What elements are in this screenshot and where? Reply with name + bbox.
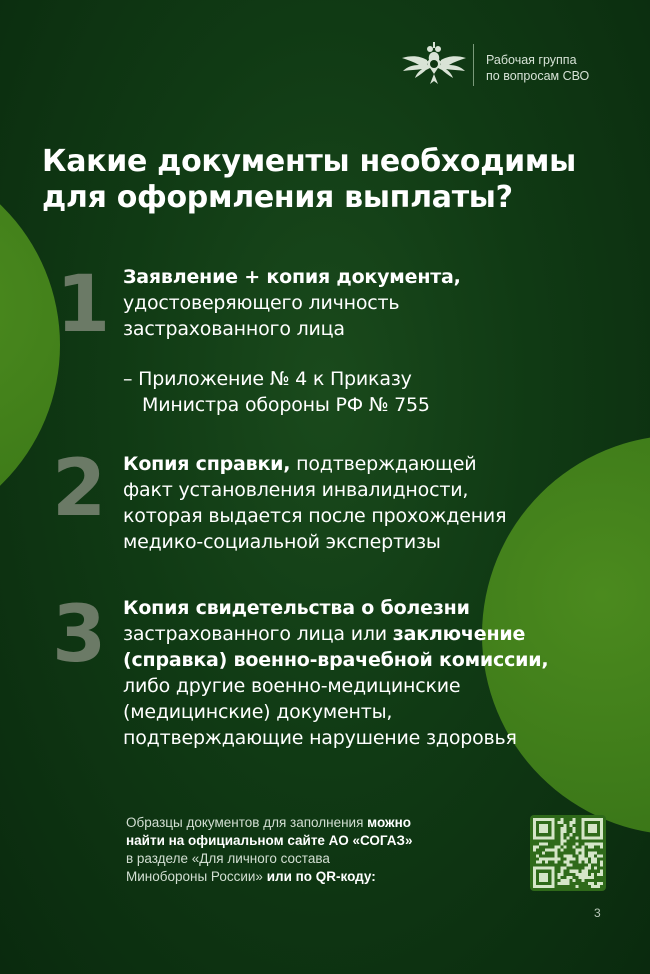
footer-line-1-text: Образцы документов для заполнения: [126, 815, 368, 830]
item-2-line-2: факт установления инвалидности,: [123, 479, 469, 501]
item-2-line-1-bold: Копия справки,: [123, 453, 291, 475]
eagle-emblem-icon: [400, 38, 468, 90]
item-1-line-1-bold: Заявление + копия документа,: [123, 266, 461, 288]
item-number-2: 2: [52, 444, 107, 534]
item-number-3: 3: [52, 590, 107, 680]
footer-line-4-text: Минобороны России»: [126, 869, 267, 884]
item-3-line-5: (медицинские) документы,: [123, 701, 393, 723]
org-line-2: по вопросам СВО: [486, 69, 590, 83]
item-3-line-2-bold: заключение: [392, 623, 526, 645]
item-2-line-1: [123, 451, 623, 477]
item-1-line-3: застрахованного лица: [123, 318, 345, 340]
item-2-line-4: медико-социальной экспертизы: [123, 531, 441, 553]
organization-name: [486, 52, 589, 84]
item-3-line-3-bold: (справка) военно-врачебной комиссии,: [123, 649, 549, 671]
item-1-line-2: удостоверяющего личность: [123, 292, 400, 314]
page-number: 3: [594, 906, 601, 920]
list-item-2: [123, 451, 623, 555]
footer-text: [126, 814, 506, 886]
item-3-line-1: [123, 595, 623, 621]
footer-line-4: [126, 868, 506, 886]
item-3-line-6: подтверждающие нарушение здоровья: [123, 727, 517, 749]
item-number-1: 1: [56, 260, 111, 350]
footer-line-2-bold: найти на официальном сайте АО «СОГАЗ»: [126, 833, 413, 848]
title-line-1: Какие документы необходимы: [42, 144, 576, 179]
header-divider: [473, 44, 474, 86]
item-1-note-line-1: – Приложение № 4 к Приказу: [123, 368, 412, 390]
title-line-2: для оформления выплаты?: [42, 180, 513, 215]
list-item-3: [123, 595, 623, 751]
footer-line-1: [126, 814, 506, 832]
item-3-line-1-bold: Копия свидетельства о болезни: [123, 597, 470, 619]
item-2-line-1-text: подтверждающей: [290, 453, 477, 475]
footer-line-4-bold: или по QR-коду:: [266, 869, 376, 884]
footer-line-3: в разделе «Для личного состава: [126, 851, 330, 866]
item-3-line-2: [123, 621, 623, 647]
item-1-note-line-2: Министра обороны РФ № 755: [142, 394, 430, 416]
footer-line-2: [126, 832, 506, 850]
qr-code-icon[interactable]: [530, 815, 606, 891]
item-3-line-2-text: застрахованного лица или: [123, 623, 393, 645]
page-title: [42, 144, 632, 216]
list-item-1: [123, 264, 623, 418]
org-line-1: Рабочая группа: [486, 53, 577, 67]
item-3-line-3: [123, 647, 623, 673]
footer-line-1-bold: можно: [367, 815, 412, 830]
item-1-line-1: [123, 264, 623, 290]
item-2-line-3: которая выдается после прохождения: [123, 505, 507, 527]
item-3-line-4: либо другие военно-медицинские: [123, 675, 461, 697]
